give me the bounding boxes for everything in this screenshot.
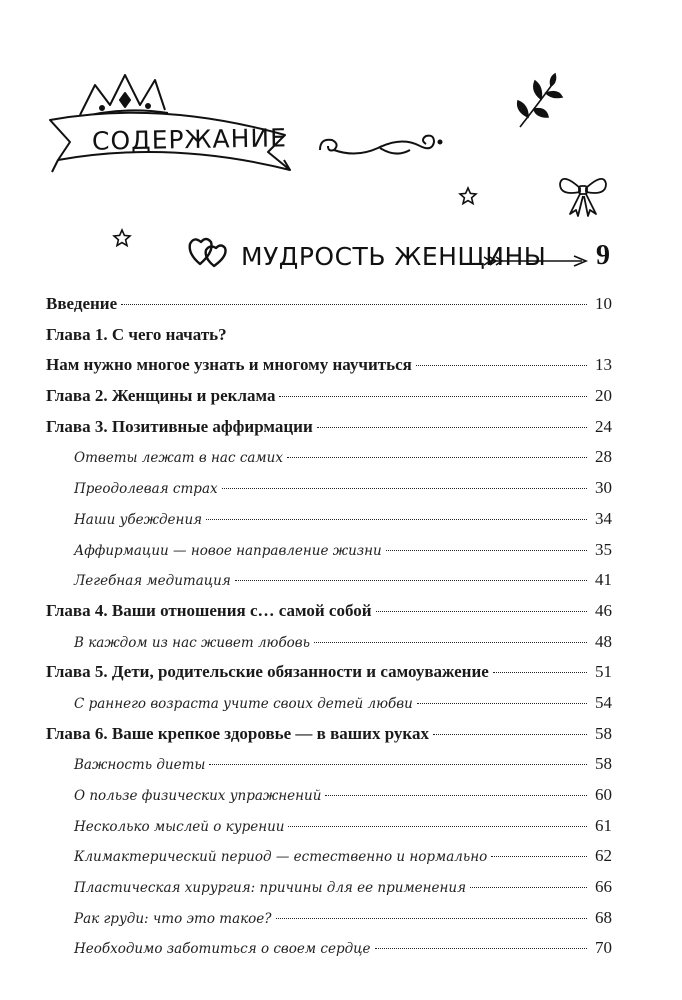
dot-leader <box>433 734 587 735</box>
toc-entry[interactable] <box>46 566 612 597</box>
toc-entry-page: 28 <box>595 447 612 467</box>
dot-leader <box>375 948 587 949</box>
toc-entry-page: 13 <box>595 355 612 375</box>
toc-entry[interactable] <box>46 812 612 843</box>
toc-entry-page: 20 <box>595 386 612 406</box>
dot-leader <box>288 826 587 827</box>
toc-entry-title: Глава 4. Ваши отношения с… самой собой <box>46 600 372 620</box>
dot-leader <box>493 672 587 673</box>
toc-entry-title: Наши убеждения <box>74 511 203 528</box>
toc-entry-title: Преодолевая страх <box>74 481 218 498</box>
dot-leader <box>417 703 587 704</box>
dot-leader <box>317 427 587 428</box>
dot-leader <box>209 764 587 765</box>
dot-leader <box>206 519 587 520</box>
toc-entry[interactable] <box>46 689 612 720</box>
toc-entry-page: 35 <box>595 539 612 559</box>
toc-entry[interactable] <box>46 904 612 935</box>
toc-entry-title: Аффирмации — новое направление жизни <box>74 542 382 559</box>
toc-entry-page: 58 <box>595 723 612 743</box>
toc-entry-page: 58 <box>595 754 612 774</box>
table-of-contents <box>46 290 612 965</box>
toc-entry[interactable] <box>46 382 612 413</box>
toc-entry[interactable] <box>46 750 612 781</box>
dot-leader <box>470 887 587 888</box>
banner-title: СОДЕРЖАНИЕ <box>91 123 288 156</box>
toc-entry[interactable] <box>46 474 612 505</box>
star-icon <box>458 186 478 206</box>
toc-entry-page: 24 <box>595 416 612 436</box>
dot-leader <box>276 918 587 919</box>
dot-leader <box>325 795 587 796</box>
dot-leader <box>416 365 587 366</box>
toc-entry-title: Глава 3. Позитивные аффирмации <box>46 416 313 436</box>
toc-entry[interactable] <box>46 290 612 321</box>
toc-entry-title: Необходимо заботиться о своем сердце <box>74 941 371 958</box>
section-header <box>186 226 622 270</box>
toc-entry-page: 51 <box>595 662 612 682</box>
toc-entry-page: 30 <box>595 478 612 498</box>
toc-entry[interactable] <box>46 505 612 536</box>
toc-entry-page: 41 <box>595 570 612 590</box>
section-title: МУДРОСТЬ ЖЕНЩИНЫ <box>241 242 547 271</box>
toc-entry-title: Важность диеты <box>74 757 206 774</box>
toc-entry[interactable] <box>46 628 612 659</box>
toc-entry-page: 62 <box>595 846 612 866</box>
dot-leader <box>314 642 587 643</box>
toc-entry-title: Нам нужно многое узнать и многому научиться <box>46 355 412 375</box>
toc-entry-title: Несколько мыслей о курении <box>74 818 285 835</box>
toc-entry-title: Глава 1. С чего начать? <box>46 324 227 344</box>
dot-leader <box>386 550 587 551</box>
dot-leader <box>121 304 587 305</box>
toc-entry[interactable] <box>46 842 612 873</box>
dot-leader <box>222 488 587 489</box>
toc-entry[interactable] <box>46 597 612 628</box>
toc-entry-title: Легебная медитация <box>74 573 231 590</box>
toc-entry-title: Пластическая хирургия: причины для ее применения <box>74 880 467 897</box>
toc-entry-page: 54 <box>595 692 612 712</box>
swirl-ornament-icon <box>316 128 446 164</box>
toc-entry[interactable] <box>46 351 612 382</box>
toc-entry-title: Климактерический период — естественно и нормально <box>74 849 488 866</box>
toc-entry-title: Глава 5. Дети, родительские обязанности и самоуважение <box>46 662 489 682</box>
dot-leader <box>287 457 587 458</box>
dot-leader <box>235 580 587 581</box>
dot-leader <box>491 856 587 857</box>
toc-entry-title: Введение <box>46 294 118 313</box>
toc-entry[interactable] <box>46 873 612 904</box>
leaf-branch-icon <box>510 72 564 132</box>
section-page-number: 9 <box>596 240 610 271</box>
dot-leader <box>279 396 587 397</box>
toc-entry[interactable] <box>46 720 612 751</box>
hearts-icon <box>186 234 232 270</box>
toc-entry-page: 34 <box>595 508 612 528</box>
toc-entry-page: 60 <box>595 785 612 804</box>
toc-entry-title: О пользе физических упражнений <box>74 788 322 804</box>
toc-entry[interactable] <box>46 934 612 965</box>
dot-leader <box>376 611 587 612</box>
toc-entry-title: Глава 6. Ваше крепкое здоровье — в ваших руках <box>46 723 429 743</box>
toc-entry-page: 70 <box>595 938 612 958</box>
toc-entry-page: 61 <box>595 815 612 835</box>
toc-entry[interactable] <box>46 443 612 474</box>
toc-entry[interactable] <box>46 413 612 444</box>
toc-entry-title: С раннего возраста учите своих детей любви <box>74 695 413 712</box>
toc-entry[interactable] <box>46 536 612 567</box>
star-icon <box>112 228 132 248</box>
toc-entry-page: 68 <box>595 907 612 927</box>
toc-entry-page: 48 <box>595 631 612 651</box>
bow-icon <box>556 168 610 220</box>
arrow-icon <box>482 254 590 268</box>
toc-entry-title: Глава 2. Женщины и реклама <box>46 386 276 406</box>
toc-entry-page: 46 <box>595 600 612 620</box>
toc-entry-title: В каждом из нас живет любовь <box>74 634 311 651</box>
toc-entry-page: 66 <box>595 877 612 897</box>
toc-entry-title: Ответы лежат в нас самих <box>74 450 283 467</box>
toc-entry[interactable] <box>46 658 612 689</box>
toc-entry-page: 10 <box>595 294 612 313</box>
toc-entry-title: Рак груди: что это такое? <box>74 910 272 927</box>
toc-entry[interactable] <box>46 321 612 352</box>
toc-entry[interactable] <box>46 781 612 812</box>
